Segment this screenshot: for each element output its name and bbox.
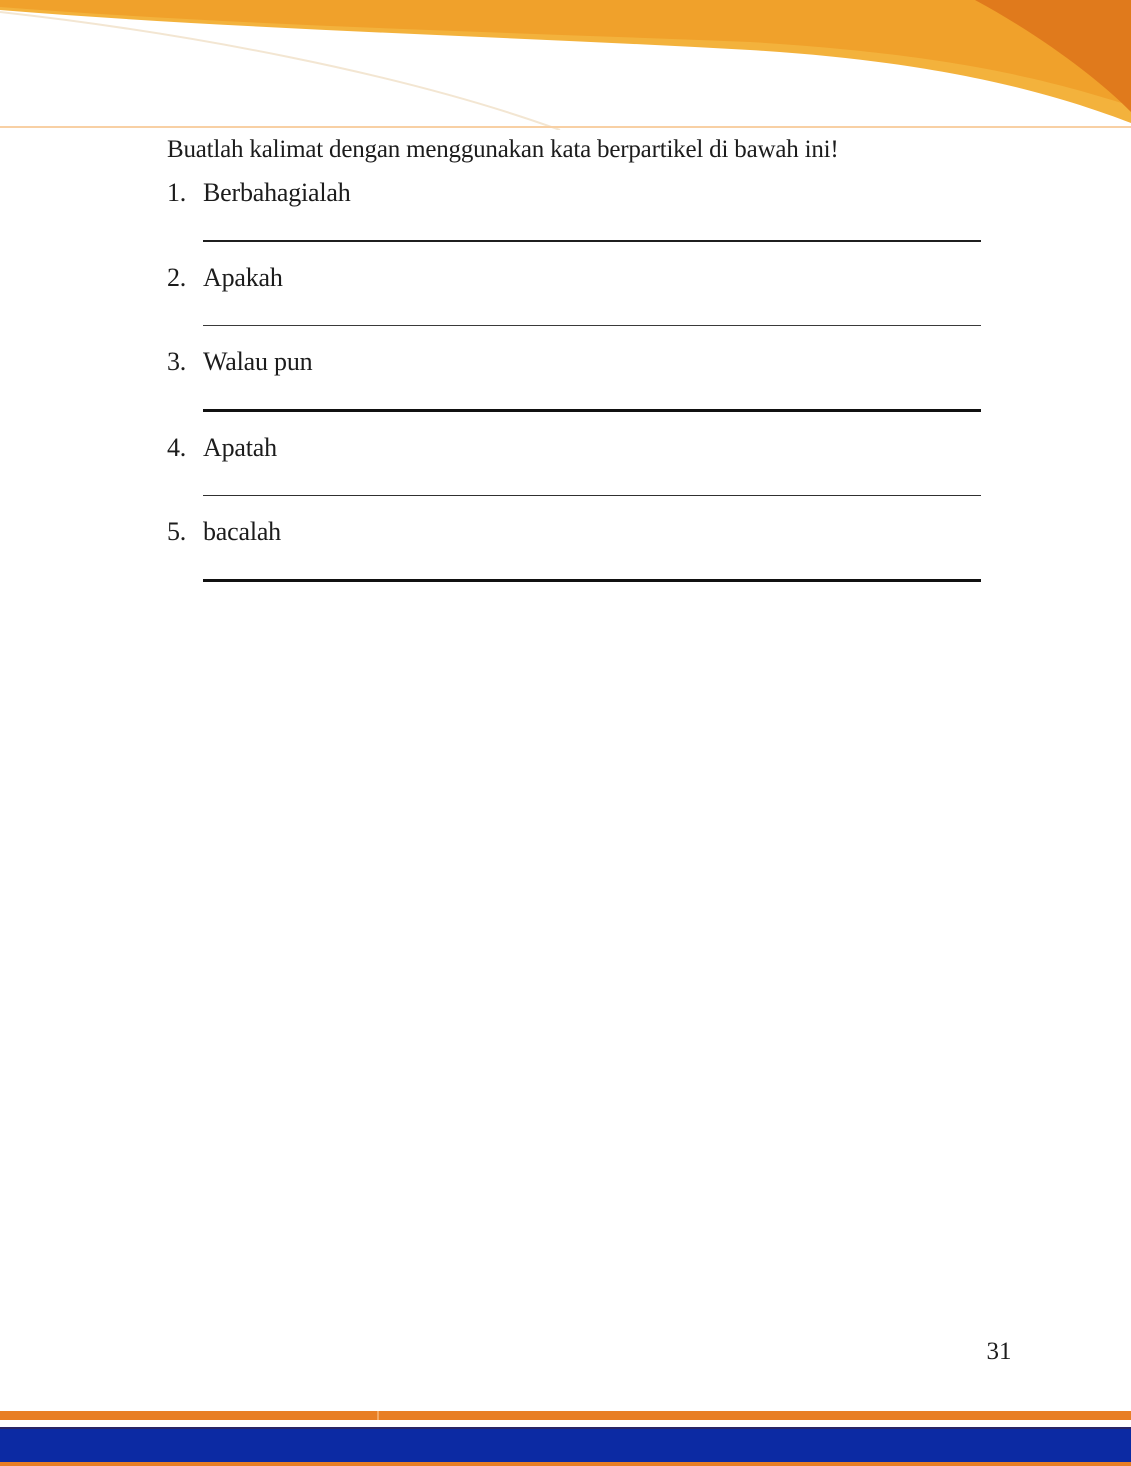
word-row	[167, 345, 987, 379]
exercise-item	[167, 261, 987, 326]
item-word: bacalah	[203, 517, 281, 546]
answer-blank-line	[203, 409, 981, 412]
item-number: 5.	[167, 517, 187, 546]
answer-blank-line	[203, 579, 981, 582]
answer-blank-line	[203, 495, 981, 496]
item-number: 2.	[167, 263, 187, 292]
answer-blank-line	[203, 325, 981, 326]
page-number: 31	[986, 1338, 1012, 1365]
exercise-item	[167, 345, 987, 412]
item-word: Apatah	[203, 433, 277, 462]
header-medium-orange-shape	[0, 0, 1131, 106]
word-row	[167, 431, 987, 465]
exercise-list	[167, 176, 987, 601]
footer-bar-divider	[377, 1411, 379, 1420]
footer-blue-bar	[0, 1429, 1131, 1462]
word-row	[167, 176, 987, 210]
header-peach-line	[0, 126, 1131, 128]
word-row	[167, 261, 987, 295]
item-number: 4.	[167, 433, 187, 462]
header-wave-graphic	[0, 0, 1131, 130]
item-number: 3.	[167, 347, 187, 376]
footer-bottom-strip	[0, 1462, 1131, 1466]
exercise-item	[167, 431, 987, 496]
word-row	[167, 515, 987, 549]
item-number: 1.	[167, 178, 187, 207]
item-word: Walau pun	[203, 347, 313, 376]
footer-orange-bar	[0, 1411, 1131, 1420]
exercise-item	[167, 515, 987, 582]
answer-blank-line	[203, 240, 981, 242]
item-word: Berbahagialah	[203, 178, 351, 207]
item-word: Apakah	[203, 263, 283, 292]
instruction-text: Buatlah kalimat dengan menggunakan kata berpartikel di bawah ini!	[167, 136, 839, 163]
exercise-item	[167, 176, 987, 242]
